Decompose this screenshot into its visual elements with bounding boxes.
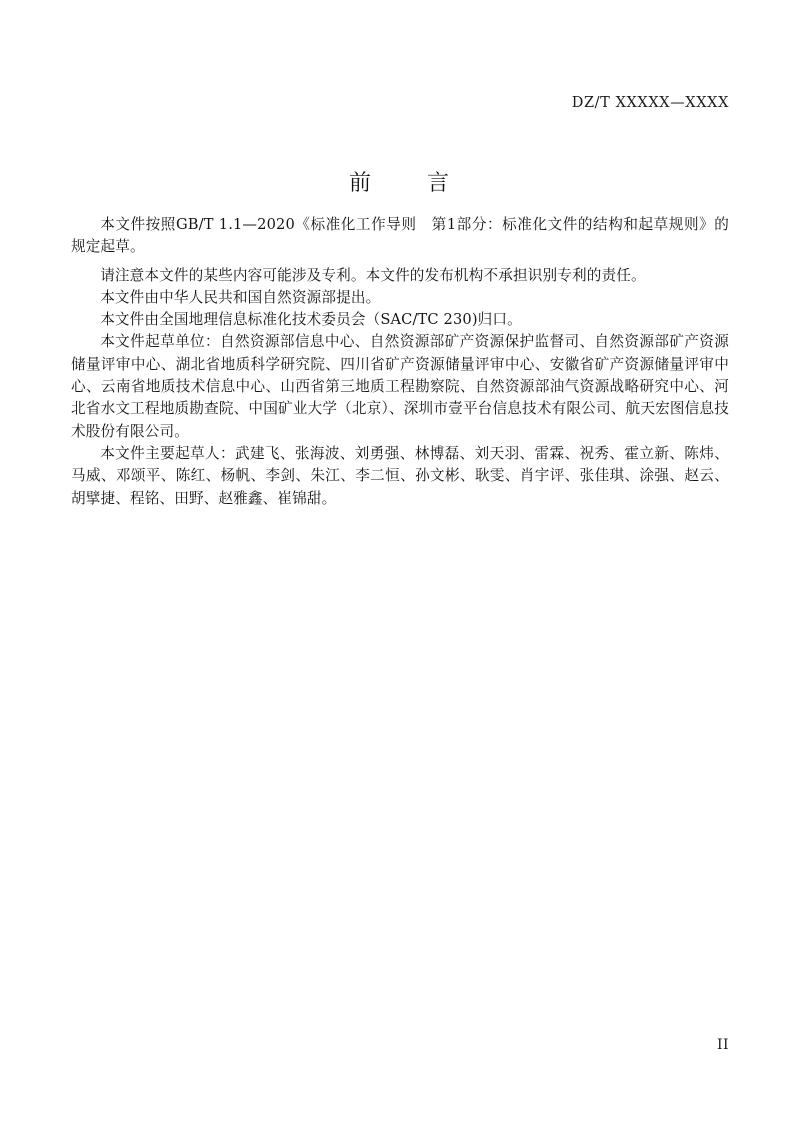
foreword-paragraph-under-jurisdiction-of: 本文件由全国地理信息标准化技术委员会（SAC/TC 230)归口。: [100, 311, 522, 329]
foreword-paragraph-drafting-rules: 本文件按照GB/T 1.1—2020《标准化工作导则 第1部分：标准化文件的结构和起草规则》的规定起草。: [71, 216, 729, 256]
page-title: 前 言: [349, 171, 451, 196]
foreword-paragraph-patent-notice: 请注意本文件的某些内容可能涉及专利。本文件的发布机构不承担识别专利的责任。: [100, 266, 646, 284]
foreword-paragraph-drafting-organizations: 本文件起草单位：自然资源部信息中心、自然资源部矿产资源保护监督司、自然资源部矿产资源储量评审中心、湖北省地质科学研究院、四川省矿产资源储量评审中心、安徽省矿产资源储量评审中心、云南省地质技术信息中心、山西省第三地质工程勘察院、自然资源部油气资源战略研究中心、河北省水文工程地质勘查院、中国矿业大学（北京）、深圳市壹平台信息技术有限公司、航天宏图信息技术股份有限公司。: [71, 333, 729, 440]
foreword-body: [71, 214, 729, 510]
running-header-standard-number: DZ/T XXXXX—XXXX: [571, 95, 729, 111]
footer-page-number: II: [716, 1037, 729, 1053]
foreword-paragraph-proposed-by: 本文件由中华人民共和国自然资源部提出。: [100, 288, 381, 306]
foreword-paragraph-main-drafters: 本文件主要起草人：武建飞、张海波、刘勇强、林博磊、刘天羽、雷霖、祝秀、霍立新、陈炜、马威、邓颂平、陈红、杨帆、李剑、朱江、李二恒、孙文彬、耿雯、肖宇评、张佳琪、涂强、赵云、胡擘捷、程铭、田野、赵雅鑫、崔锦甜。: [71, 444, 729, 507]
